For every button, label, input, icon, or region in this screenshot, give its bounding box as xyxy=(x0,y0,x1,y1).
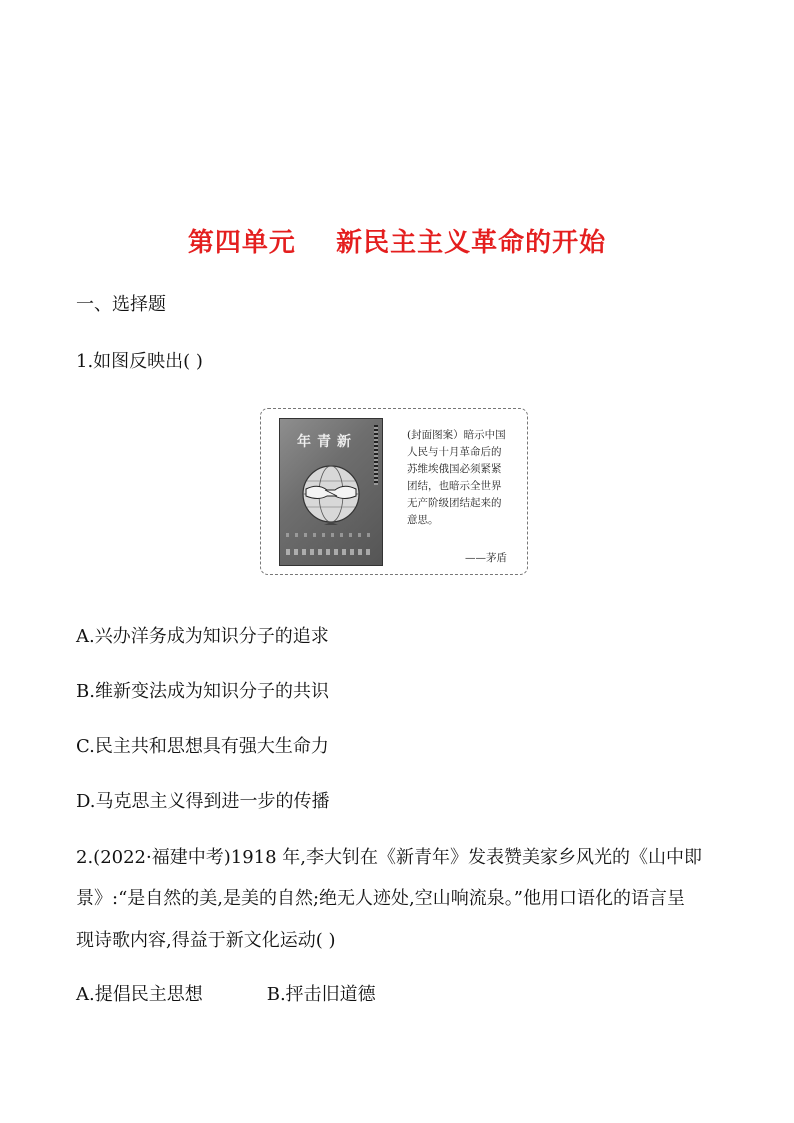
cover-side-text-decoration xyxy=(374,425,378,485)
figure-quote xyxy=(407,427,523,529)
question-2-stem-line-3: 现诗歌内容,得益于新文化运动( ) xyxy=(76,930,336,951)
question-1-stem: 1.如图反映出( ) xyxy=(76,351,203,372)
quote-line: 苏维埃俄国必须紧紧 xyxy=(407,463,502,475)
section-heading: 一、选择题 xyxy=(76,294,166,315)
quote-author: ——茅盾 xyxy=(465,552,507,564)
cover-footer-decoration xyxy=(286,533,374,537)
question-1-option-c: C.民主共和思想具有强大生命力 xyxy=(76,736,329,757)
question-1-option-d: D.马克思主义得到进一步的传播 xyxy=(76,791,330,812)
globe-handshake-icon xyxy=(300,463,362,525)
question-2-stem-line-1: 2.(2022·福建中考)1918 年,李大钊在《新青年》发表赞美家乡风光的《山中即 xyxy=(76,847,702,868)
quote-line: 无产阶级团结起来的 xyxy=(407,497,502,509)
question-1-option-b: B.维新变法成为知识分子的共识 xyxy=(76,681,329,702)
question-2-option-a: A.提倡民主思想 xyxy=(76,984,203,1005)
magazine-cover-image xyxy=(279,418,383,566)
unit-title: 第四单元 新民主主义革命的开始 xyxy=(187,228,607,258)
quote-line: 团结，也暗示全世界 xyxy=(407,480,502,492)
cover-title: 年青新 xyxy=(297,434,357,450)
quote-line: (封面图案）暗示中国 xyxy=(407,429,506,441)
question-2-stem-line-2: 景》:“是自然的美,是美的自然;绝无人迹处,空山响流泉。”他用口语化的语言呈 xyxy=(76,888,685,909)
quote-line: 人民与十月革命后的 xyxy=(407,446,502,458)
question-1-figure xyxy=(260,408,528,575)
question-1-option-a: A.兴办洋务成为知识分子的追求 xyxy=(76,626,329,647)
cover-footer-decoration-2 xyxy=(286,549,374,555)
quote-line: 意思。 xyxy=(407,514,439,526)
question-2-options-row xyxy=(76,980,376,1006)
question-2-option-b: B.抨击旧道德 xyxy=(266,984,376,1005)
